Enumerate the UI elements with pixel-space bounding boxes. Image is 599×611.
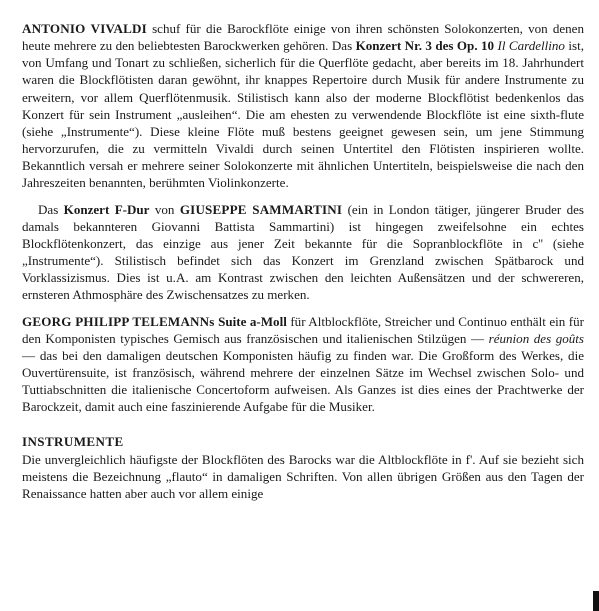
section-heading: INSTRUMENTE <box>22 434 124 450</box>
work-title: Konzert Nr. 3 des Op. 10 <box>355 38 495 54</box>
paragraph-sammartini <box>22 201 584 304</box>
work-title: Konzert F-Dur <box>63 201 150 217</box>
paragraph-text: (ein in London tätiger, jüngerer Bruder des damals bekannteren Giovanni Battista Sammartini) ist hingegen zweifelsohne ein echtes Blockflötenkonzert, das einzige aus jener Zeit bekannte für die Sopranblockflöte in c'' (siehe „Instrumente“). Stilistisch befindet sich das Konzert im Grenzland zwischen Spätbarock und Vorklassizismus. Dies ist u.A. am Kontrast zwischen den leichten Außensätzen und der schwereren, ernsteren Athmosphäre des Zwischensatzes zu merken. <box>22 201 585 303</box>
paragraph-telemann <box>22 313 584 416</box>
paragraph-vivaldi <box>22 20 584 192</box>
work-title: Suite a-Moll <box>218 313 287 329</box>
paragraph-text: ist, von Umfang und Tonart zu schließen, sicherlich für die Querflöte gedacht, aber bereits im 18. Jahrhundert waren die Blockflötisten daran gewöhnt, ihr knappes Repertoire durch Musik für andere Instrumente zu erweitern, vor allem Querflötenmusik. Stilistisch kann also der moderne Blockflötist bedenkenlos das Konzert für sein Instrument „ausleihen“. Die am ehesten zu verwendende Blockflöte ist eine sixth-flute (siehe „Instrumente“). Diese kleine Flöte muß bestens geeignet gewesen sein, um jene Stimmung hervorzurufen, die zu vermitteln Vivaldi durch seinen Untertitel den Flötisten inspirieren wollte. Bekanntlich versah er mehrere seiner Solokonzerte mit ähnlichen Untertiteln, beispielsweise die nach den Jahreszeiten benannten, berühmten Violinkonzerte. <box>22 38 584 191</box>
document-page <box>22 20 584 502</box>
composer-name: GEORG PHILIPP TELEMANNs <box>22 313 215 329</box>
paragraph-instrumente <box>22 451 584 502</box>
scan-edge-mark <box>593 591 599 611</box>
paragraph-text: — das bei den damaligen deutschen Komponisten häufig zu finden war. Die Großform des Werkes, die Ouvertürensuite, ist französisch, während mehrere der einzelnen Sätze im Wechsel zwischen Solo- und Tuttiabschnitten die italienische Concertoform aufweisen. Als Ganzes ist dies eines der Prachtwerke der Barockzeit, damit auch eine faszinierende Aufgabe für die Musiker. <box>22 347 584 415</box>
paragraph-text: für Altblockflöte, Streicher und Continuo enthält ein für den Komponisten typisches Gemisch aus französischen und italienischen Stilzügen — <box>22 313 584 346</box>
paragraph-text: schuf für die Barockflöte einige von ihren schönsten Solokonzerten, von denen heute mehrere zu den beliebtesten Barockwerken gehören. Das <box>22 21 584 54</box>
composer-name: GIUSEPPE SAMMARTINI <box>179 201 343 217</box>
work-subtitle: Il Cardellino <box>497 38 565 54</box>
style-term: réunion des goûts <box>488 330 584 346</box>
paragraph-text: Das <box>38 201 64 217</box>
paragraph-text: Die unvergleichlich häufigste der Blockflöten des Barocks war die Altblockflöte in f'. Auf sie bezieht sich meistens die Bezeichnung „flauto“ in damaligen Schriften. Von allen übrigen Größen aus den Tagen der Renaissance hatten aber auch vor allem einige <box>22 451 584 501</box>
composer-name: ANTONIO VIVALDI <box>22 21 147 36</box>
paragraph-text: von <box>149 201 180 217</box>
